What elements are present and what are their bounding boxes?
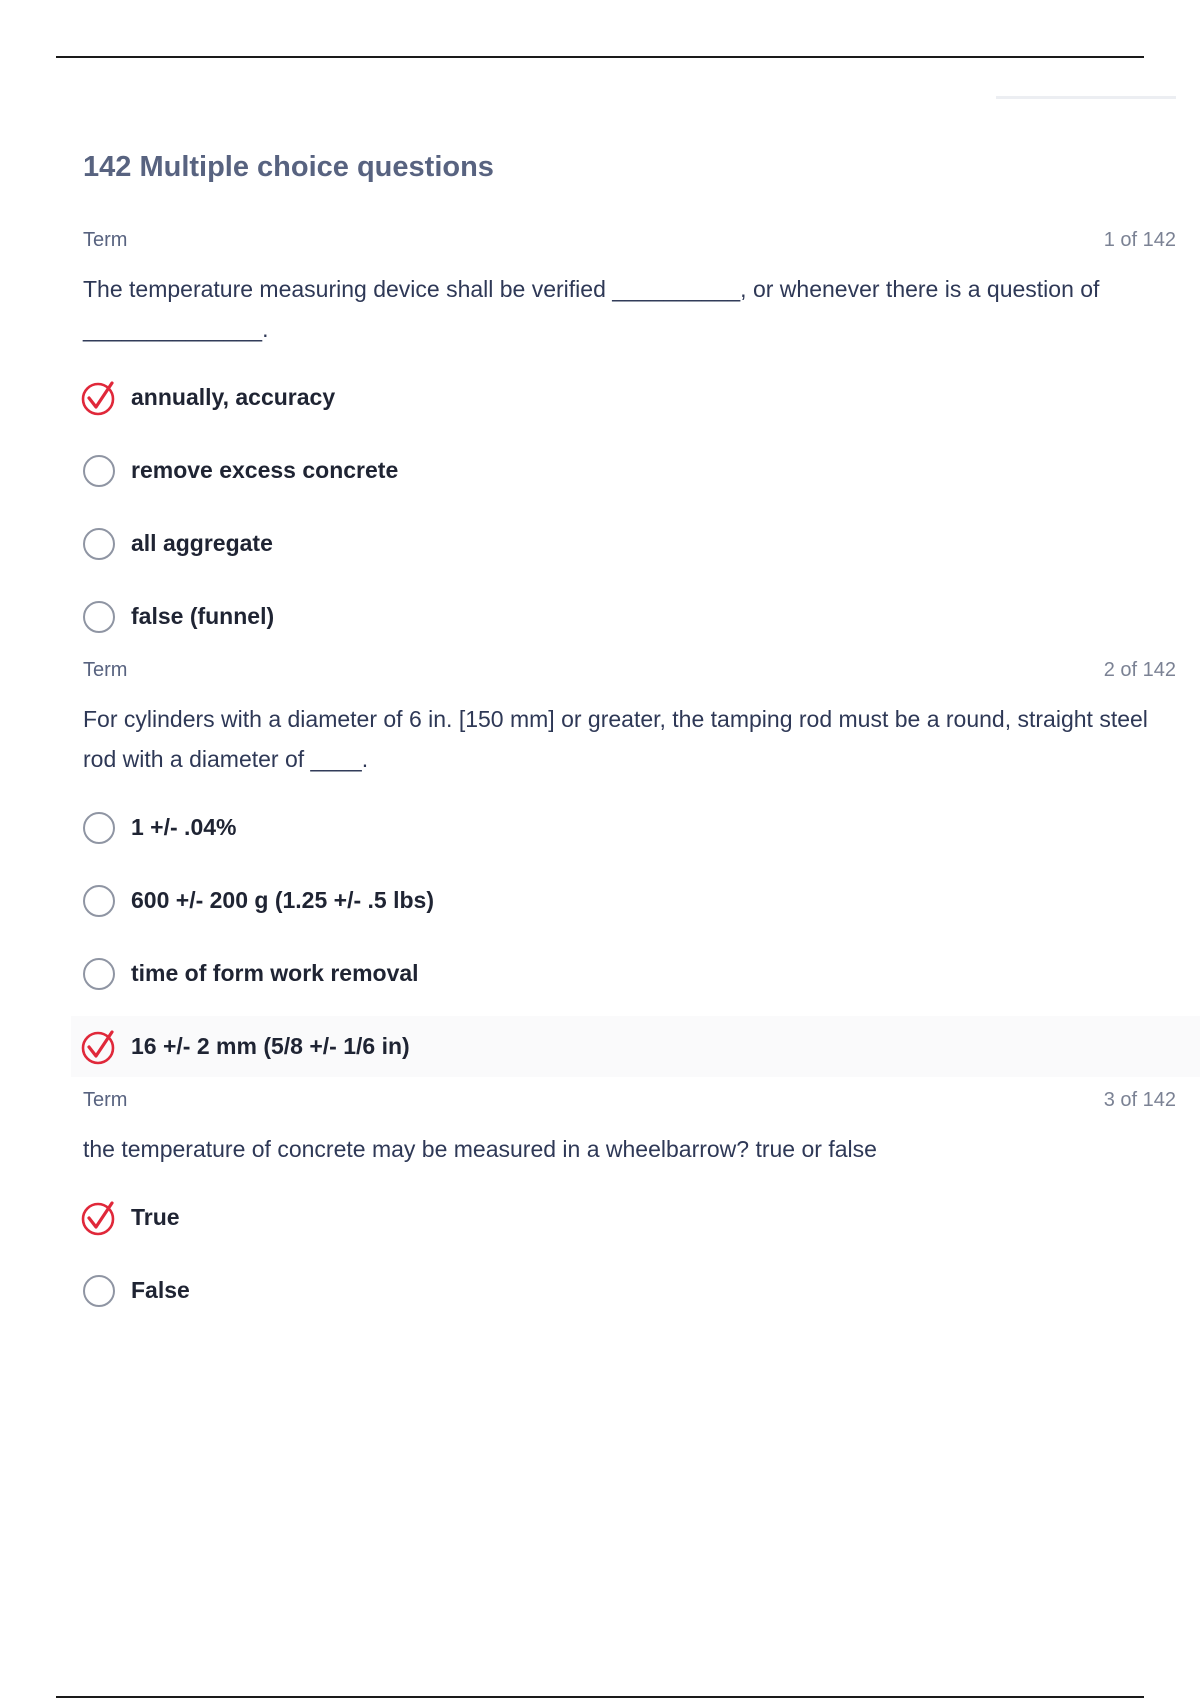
answer-option[interactable] (83, 1254, 1176, 1327)
question-counter: 2 of 142 (1103, 659, 1176, 681)
answer-option[interactable] (83, 1010, 1176, 1083)
question-card (83, 229, 1176, 653)
bottom-divider (56, 1696, 1144, 1698)
answer-option[interactable] (83, 864, 1176, 937)
question-card (83, 659, 1176, 1083)
radio-circle-icon (83, 455, 115, 487)
answer-option[interactable] (83, 1181, 1176, 1254)
radio-circle-icon (83, 1275, 115, 1307)
answer-option[interactable] (83, 580, 1176, 653)
question-card (83, 1089, 1176, 1327)
radio-circle-icon (83, 958, 115, 990)
option-label: false (funnel) (131, 603, 275, 629)
option-label: 16 +/- 2 mm (5/8 +/- 1/6 in) (131, 1033, 410, 1059)
page-title: 142 Multiple choice questions (83, 151, 494, 183)
check-circle-icon (81, 1200, 117, 1236)
answer-option[interactable] (83, 434, 1176, 507)
radio-circle-icon (83, 812, 115, 844)
option-label: time of form work removal (131, 960, 419, 986)
option-label: annually, accuracy (131, 384, 336, 410)
check-circle-icon (81, 1029, 117, 1065)
radio-circle-icon (83, 885, 115, 917)
question-prompt: The temperature measuring device shall be verified __________, or whenever there is a question of ______________. (83, 276, 1100, 342)
term-label: Term (83, 659, 128, 681)
radio-circle-icon (83, 601, 115, 633)
term-label: Term (83, 229, 128, 251)
question-counter: 1 of 142 (1103, 229, 1176, 251)
header-faint-bar (996, 96, 1176, 99)
answer-option[interactable] (83, 507, 1176, 580)
term-label: Term (83, 1089, 128, 1111)
option-label: all aggregate (131, 530, 273, 556)
option-label: remove excess concrete (131, 457, 399, 483)
check-circle-icon (81, 380, 117, 416)
option-label: 1 +/- .04% (131, 814, 237, 840)
top-divider (56, 56, 1144, 58)
radio-circle-icon (83, 528, 115, 560)
option-label: False (131, 1277, 190, 1303)
option-label: 600 +/- 200 g (1.25 +/- .5 lbs) (131, 887, 434, 913)
question-prompt: the temperature of concrete may be measured in a wheelbarrow? true or false (83, 1136, 877, 1162)
answer-option[interactable] (83, 937, 1176, 1010)
question-prompt: For cylinders with a diameter of 6 in. [150 mm] or greater, the tamping rod must be a round, straight steel rod with a diameter of ____. (83, 706, 1148, 772)
option-label: True (131, 1204, 180, 1230)
answer-option[interactable] (83, 791, 1176, 864)
answer-option[interactable] (83, 361, 1176, 434)
question-counter: 3 of 142 (1103, 1089, 1176, 1111)
